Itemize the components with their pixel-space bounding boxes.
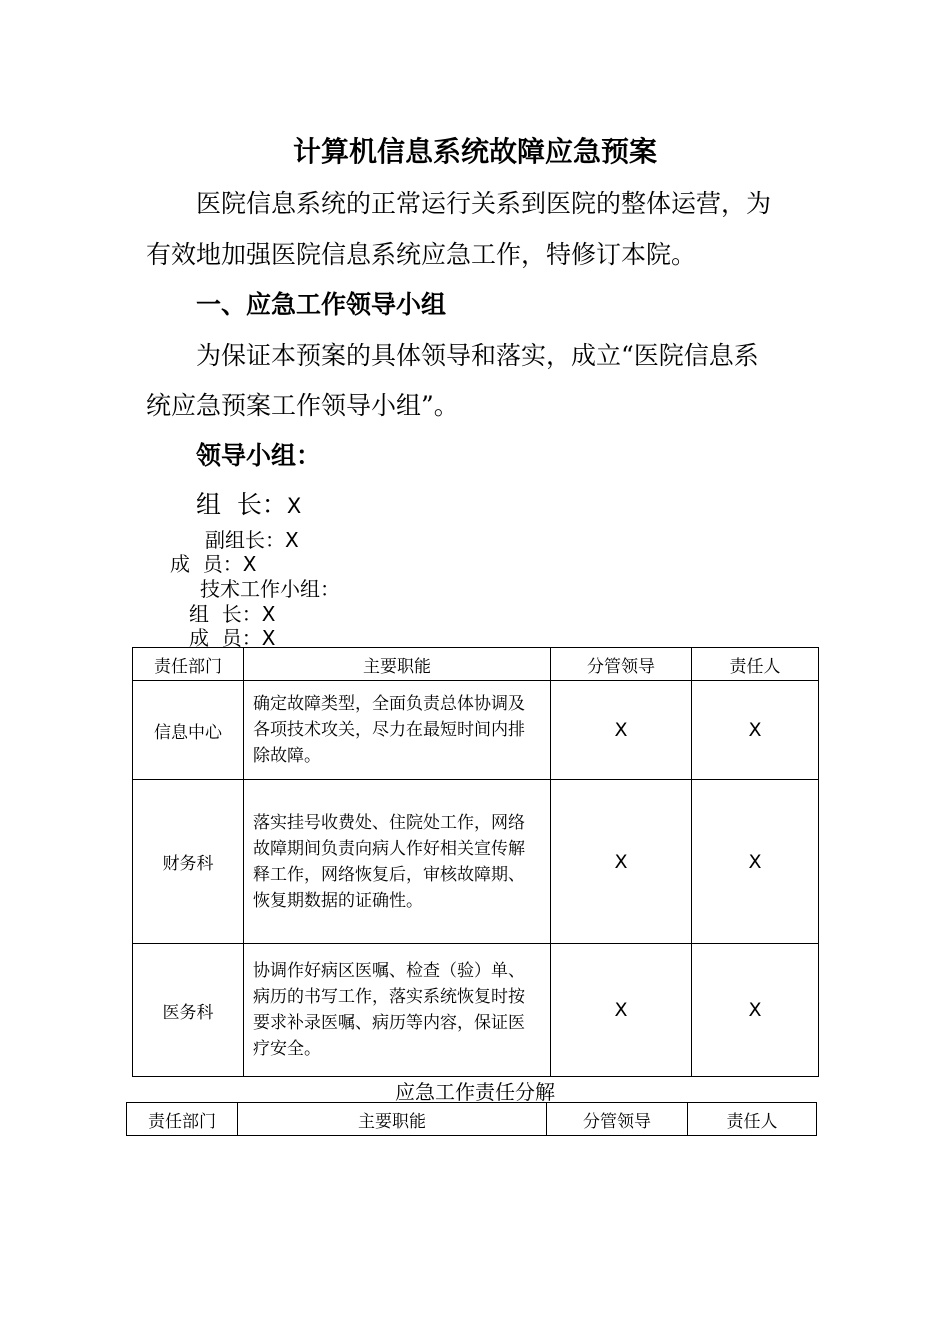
dept-cell: 信息中心	[133, 681, 244, 780]
group-leader-value: X	[286, 494, 302, 518]
header-dept: 责任部门	[133, 648, 244, 681]
tech-members-label: 成 员：	[189, 626, 262, 650]
intro-paragraph-line-1: 医院信息系统的正常运行关系到医院的整体运营，为	[196, 189, 772, 218]
section-1-paragraph-line-1: 为保证本预案的具体领导和落实，成立“医院信息系	[196, 341, 759, 370]
header-person: 责任人	[692, 648, 819, 681]
tech-leader-label: 组 长：	[189, 602, 262, 626]
table-row	[133, 944, 819, 1077]
leader-cell: X	[551, 944, 692, 1077]
section-1-paragraph-line-2: 统应急预案工作领导小组”。	[146, 391, 459, 420]
header-person: 责任人	[688, 1103, 817, 1136]
tech-group-label: 技术工作小组：	[200, 577, 340, 601]
leader-cell: X	[551, 780, 692, 944]
header-leader: 分管领导	[547, 1103, 688, 1136]
leaders-heading: 领导小组：	[196, 441, 322, 470]
header-dept: 责任部门	[127, 1103, 238, 1136]
header-leader: 分管领导	[551, 648, 692, 681]
deputy-leader-label: 副组长：	[205, 528, 285, 552]
dept-cell: 财务科	[133, 780, 244, 944]
header-duty: 主要职能	[238, 1103, 547, 1136]
person-cell: X	[692, 944, 819, 1077]
table-header-row	[127, 1103, 817, 1136]
duty-cell: 落实挂号收费处、住院处工作，网络故障期间负责向病人作好相关宣传解释工作，网络恢复后，审核故障期、恢复期数据的证确性。	[244, 780, 551, 944]
dept-cell: 医务科	[133, 944, 244, 1077]
section-1-heading: 一、应急工作领导小组	[196, 290, 447, 319]
table-row	[133, 681, 819, 780]
responsibility-table-2	[126, 1102, 817, 1136]
table-header-row	[133, 648, 819, 681]
group-leader-line	[196, 485, 301, 521]
header-duty: 主要职能	[244, 648, 551, 681]
tech-leader-value: X	[261, 602, 276, 626]
leader-cell: X	[551, 681, 692, 780]
table-row	[133, 780, 819, 944]
group-leader-label: 组 长：	[196, 490, 287, 519]
document-title: 计算机信息系统故障应急预案	[292, 135, 657, 168]
duty-cell: 协调作好病区医嘱、检查（验）单、病历的书写工作，落实系统恢复时按要求补录医嘱、病历等内容，保证医疗安全。	[244, 944, 551, 1077]
tech-members-value: X	[261, 626, 276, 650]
intro-paragraph-line-2: 有效地加强医院信息系统应急工作，特修订本院。	[146, 240, 697, 269]
person-cell: X	[692, 681, 819, 780]
person-cell: X	[692, 780, 819, 944]
table-caption: 应急工作责任分解	[395, 1080, 555, 1104]
responsibility-table	[132, 647, 819, 1077]
members-label: 成 员：	[170, 552, 243, 576]
deputy-leader-value: X	[285, 528, 299, 552]
duty-cell: 确定故障类型，全面负责总体协调及各项技术攻关，尽力在最短时间内排除故障。	[244, 681, 551, 780]
members-value: X	[242, 552, 257, 576]
